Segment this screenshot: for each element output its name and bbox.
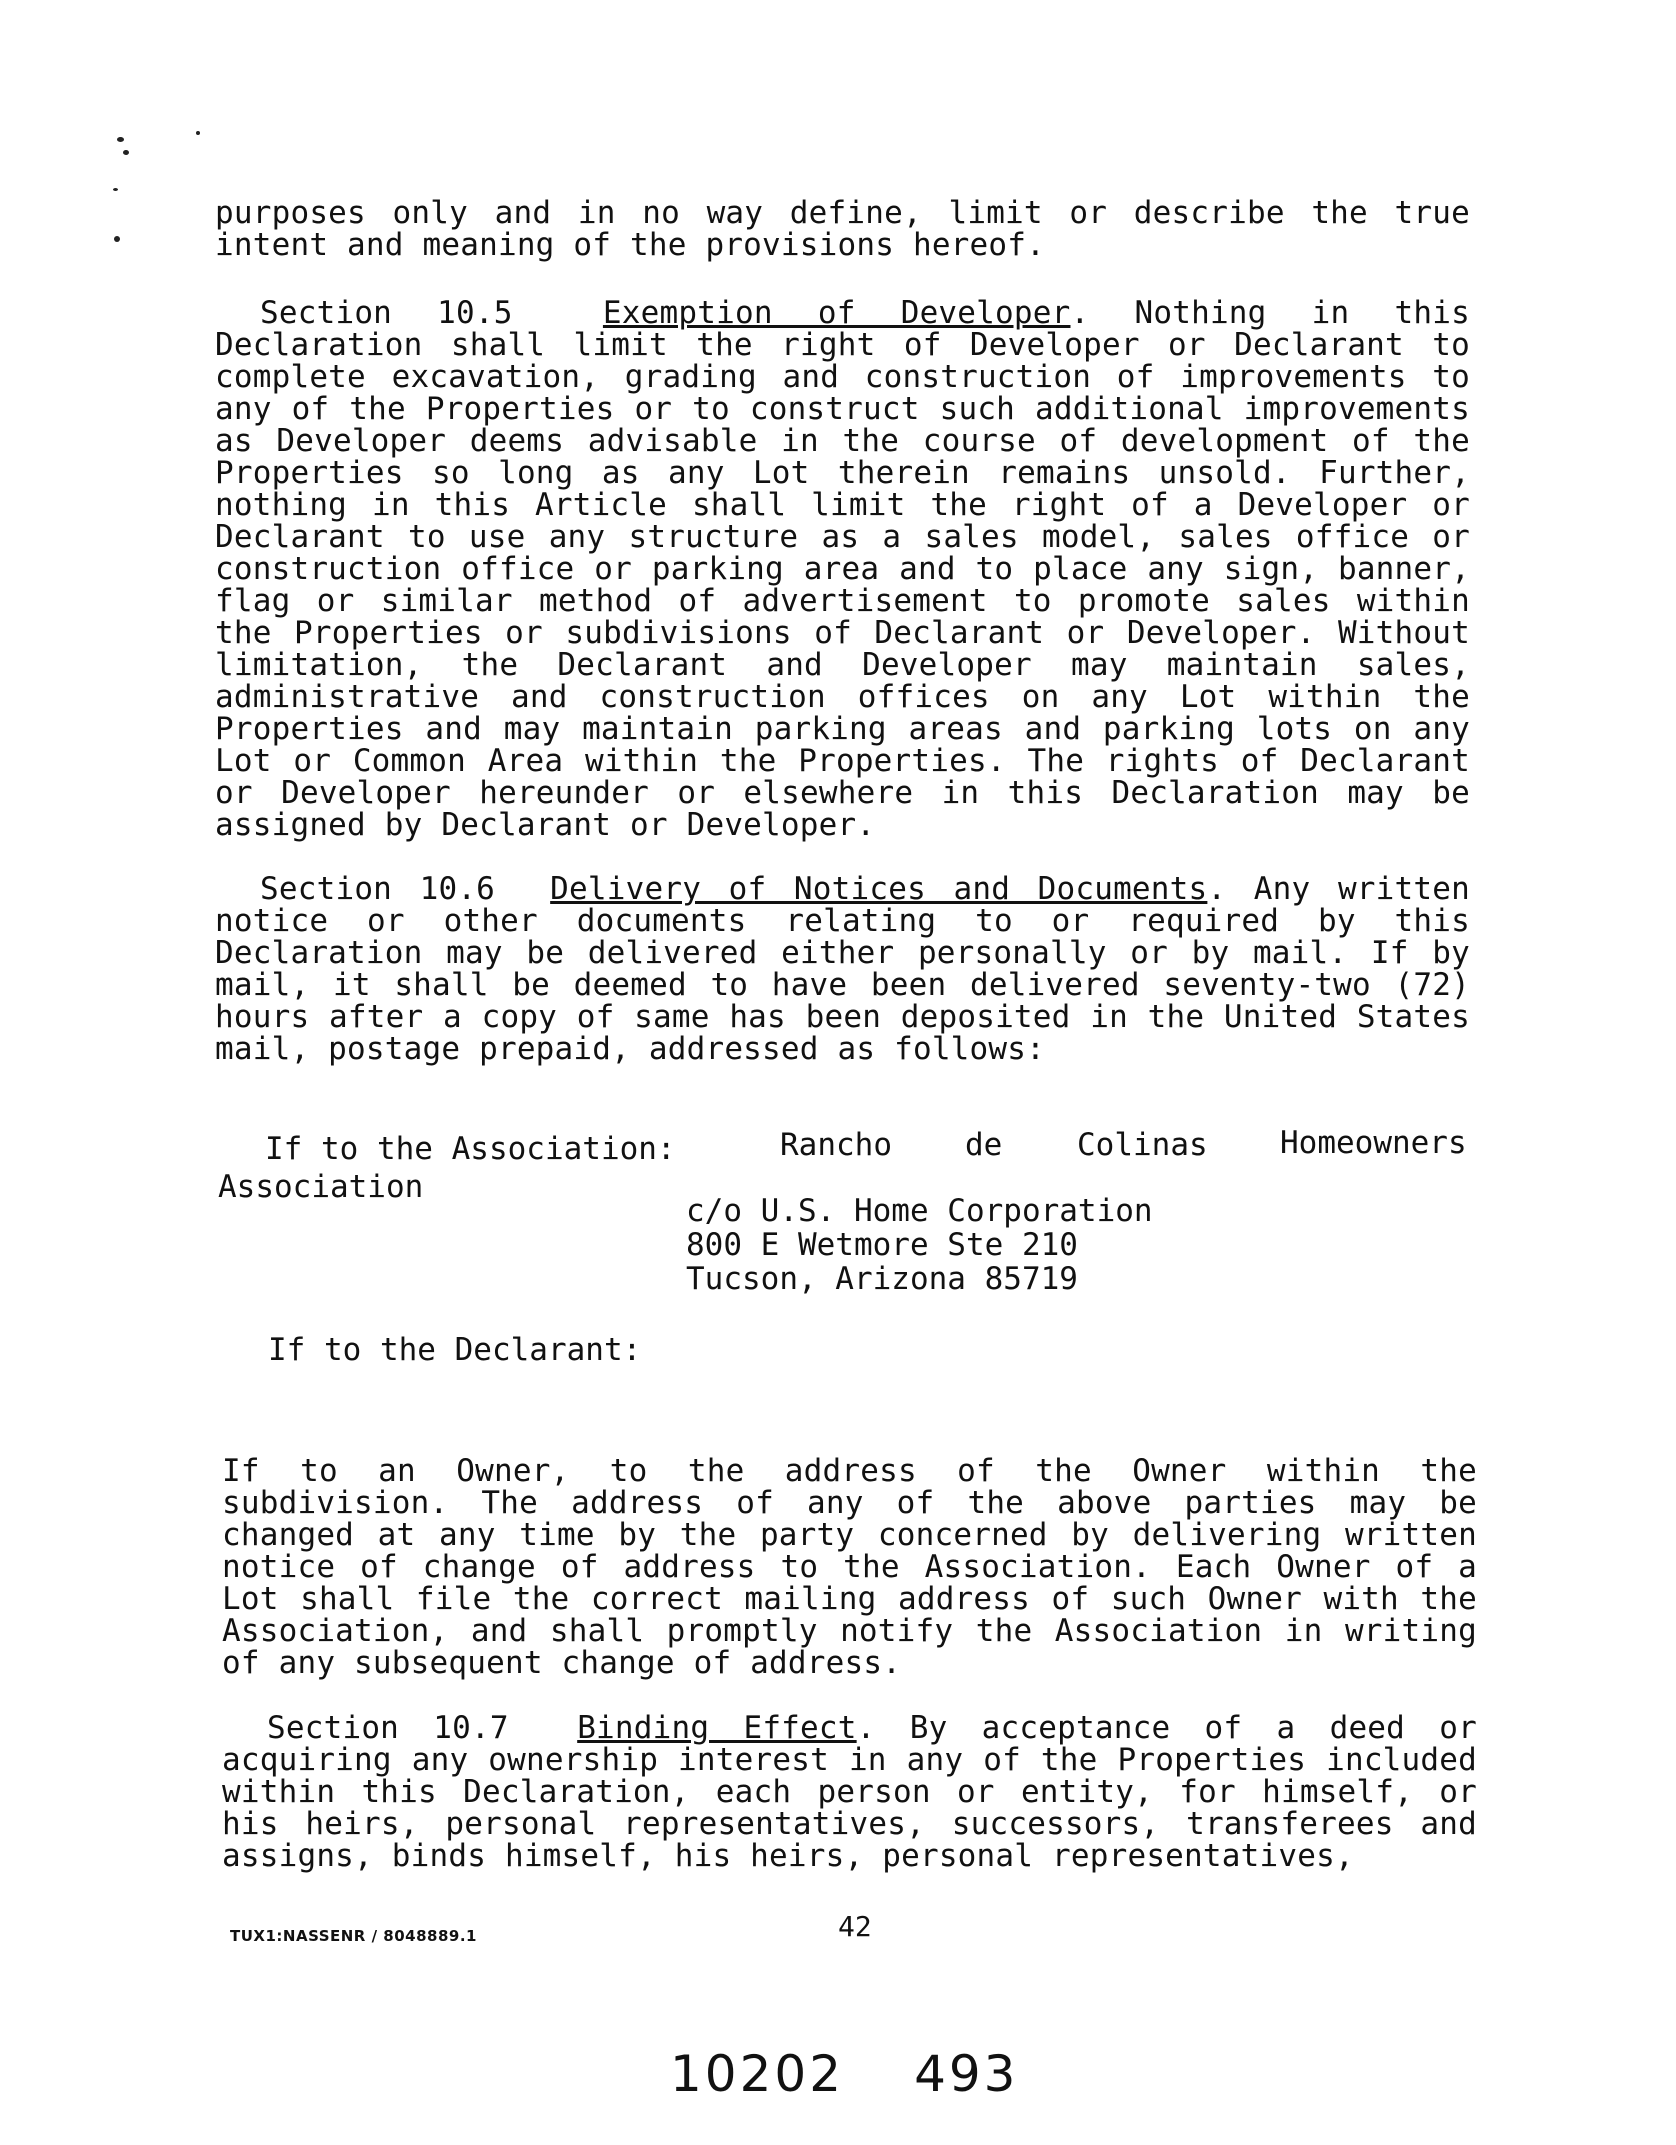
section-10-5-number: Section 10.5 xyxy=(260,295,513,331)
section-10-7-number: Section 10.7 xyxy=(267,1710,509,1746)
recording-stamp-book: 10202 xyxy=(670,2045,845,2103)
section-10-6 xyxy=(215,873,1470,1065)
association-name-word: Colinas xyxy=(1077,1127,1208,1163)
intro-block xyxy=(215,197,1470,261)
section-10-5-paragraph xyxy=(215,297,1470,841)
scan-speck xyxy=(113,188,118,191)
scan-speck xyxy=(114,236,120,242)
association-name-word: de xyxy=(965,1127,1003,1163)
scan-speck xyxy=(117,137,124,142)
association-label: If to the Association: xyxy=(265,1131,676,1167)
section-10-5-body: . Nothing in this Declaration shall limit the right of Developer or Declarant to complete excavation, grading and construction of improvements to any of the Properties or to construct such additional improvements as Developer deems advisable in the course of development of the Properties so long as any Lot therein remains unsold. Further, nothing in this Article shall limit the right of a Developer or Declarant to use any structure as a sales model, sales office or construction office or parking area and to place any sign, banner, flag or similar method of advertisement to promote sales within the Properties or subdivisions of Declarant or Developer. Without limitation, the Declarant and Developer may maintain sales, administrative and construction offices on any Lot within the Properties and may maintain parking areas and parking lots on any Lot or Common Area within the Properties. The rights of Declarant or Developer hereunder or elsewhere in this Declaration may be assigned by Declarant or Developer. xyxy=(215,295,1470,843)
section-10-5-heading: Exemption of Developer xyxy=(602,295,1071,331)
scan-speck xyxy=(196,131,200,135)
association-name-word: Rancho xyxy=(780,1127,892,1163)
declarant-label: If to the Declarant: xyxy=(268,1332,642,1368)
association-address-line: c/o U.S. Home Corporation xyxy=(686,1193,1153,1229)
association-address-line: Tucson, Arizona 85719 xyxy=(686,1261,1078,1297)
section-10-6-paragraph xyxy=(215,873,1470,1065)
intro-paragraph: purposes only and in no way define, limit or describe the true intent and meaning of the provisions hereof. xyxy=(215,195,1470,263)
section-10-7-paragraph xyxy=(222,1712,1477,1872)
scan-speck xyxy=(123,150,129,155)
page-number: 42 xyxy=(838,1910,872,1943)
recording-stamp-page: 493 xyxy=(914,2045,1019,2103)
section-10-5 xyxy=(215,297,1470,841)
section-10-7-heading: Binding Effect xyxy=(577,1710,857,1746)
section-10-7-body: . By acceptance of a deed or acquiring any ownership interest in any of the Properties included within this Declaration, each person or entity, for himself, or his heirs, personal representatives, successors, transferees and assigns, binds himself, his heirs, personal representatives, xyxy=(222,1710,1477,1874)
association-name-word: Homeowners xyxy=(1280,1125,1467,1161)
recording-stamp xyxy=(670,2045,1019,2103)
footer-file-reference: TUX1:NASSENR / 8048889.1 xyxy=(230,1927,477,1945)
owner-paragraph: If to an Owner, to the address of the Owner within the subdivision. The address of any of the above parties may be changed at any time by the party concerned by delivering written notice of change of address to the Association. Each Owner of a Lot shall file the correct mailing address of such Owner with the Association, and shall promptly notify the Association in writing of any subsequent change of address. xyxy=(222,1453,1477,1681)
section-10-7 xyxy=(222,1712,1477,1872)
association-address-line: 800 E Wetmore Ste 210 xyxy=(686,1227,1078,1263)
section-10-6-number: Section 10.6 xyxy=(260,871,496,907)
association-name-word: Association xyxy=(218,1169,424,1205)
section-10-6-heading: Delivery of Notices and Documents xyxy=(550,871,1208,907)
section-10-6-body: . Any written notice or other documents relating to or required by this Declaration may be delivered either personally or by mail. If by mail, it shall be deemed to have been delivered seventy-two (72) hours after a copy of same has been deposited in the United States mail, postage prepaid, addressed as follows: xyxy=(215,871,1470,1067)
owner-block xyxy=(222,1455,1477,1679)
